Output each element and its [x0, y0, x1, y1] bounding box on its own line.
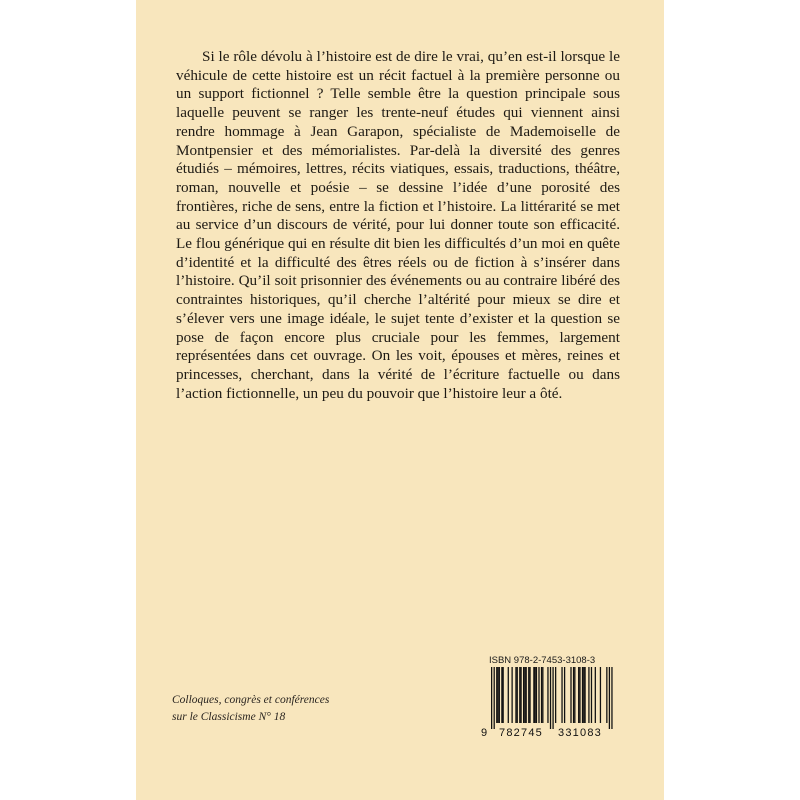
barcode-bar — [570, 667, 571, 723]
isbn-label: ISBN 978-2-7453-3108-3 — [489, 655, 596, 666]
blurb-text: Si le rôle dévolu à l’histoire est de dire le vrai, qu’en est-il lorsque le véhicule de cette histoire est un récit factuel à la première personne ou un support fictionnel ? Telle semble être la question principale sous laquelle peuvent se ranger les trente-neuf études qui viennent ainsi rendre hommage à Jean Garapon, spécialiste de Mademoiselle de Montpensier et des mémorialistes. Par-delà la diversité des genres étudiés – mémoires, lettres, récits viatiques, essais, traductions, théâtre, roman, nouvelle et poésie – se dessine l’idée d’une porosité des frontières, riche de sens, entre la fiction et l’histoire. La littérarité se met au service d’un discours de vérité, pour lui donner toute son efficacité. Le flou générique qui en résulte dit bien les difficultés d’un moi en quête d’identité et la difficulté des êtres réels ou de fiction à s’insérer dans l’histoire. Qu’il soit prisonnier des événements ou au contraire libéré des contraintes historiques, qu’il cherche l’altérité pour mieux se dire et s’élever vers une image idéale, le sujet tente d’exister et la question se pose de façon encore plus cruciale pour les femmes, largement représentées dans cet ouvrage. On les voit, épouses et mères, reines et princesses, cherchant, dans la vérité de l’écriture factuelle ou dans l’action fictionnelle, un peu du pouvoir que l’histoire leur a ôté. — [176, 48, 620, 402]
barcode-bar — [535, 667, 536, 723]
barcode-digits-right: 331083 — [558, 727, 602, 739]
barcode-bar — [508, 667, 509, 723]
barcode-bar — [538, 667, 539, 723]
barcode-bar — [552, 667, 553, 729]
barcode-bar — [582, 667, 583, 723]
series-title: Colloques, congrès et conférences — [172, 694, 330, 706]
series-number: sur le Classicisme N° 18 — [172, 711, 286, 723]
barcode-bar — [533, 667, 534, 723]
barcode-bar — [600, 667, 601, 723]
barcode-bar — [584, 667, 585, 723]
barcode-bar — [515, 667, 516, 723]
back-cover — [136, 0, 664, 800]
barcode-bar — [496, 667, 497, 723]
barcode-bar — [550, 667, 551, 729]
series-info — [172, 692, 392, 726]
barcode-bar — [511, 667, 512, 723]
barcode-bar — [588, 667, 589, 723]
barcode-bar — [578, 667, 579, 723]
barcode-bar — [561, 667, 562, 723]
barcode-bar — [555, 667, 556, 723]
barcode-digit-first: 9 — [481, 727, 488, 739]
barcode-bar — [542, 667, 543, 723]
barcode-bar — [573, 667, 574, 723]
barcode-bar — [595, 667, 596, 723]
barcode-digits-left: 782745 — [499, 727, 543, 739]
barcode-bar — [499, 667, 500, 723]
barcode-bar — [574, 667, 575, 723]
barcode-bar — [523, 667, 524, 723]
barcode-bar — [591, 667, 592, 723]
barcode-bar — [497, 667, 498, 723]
barcode-bar — [519, 667, 520, 723]
barcode-bar — [524, 667, 525, 723]
barcode-bar — [501, 667, 502, 723]
barcode-bar — [611, 667, 612, 729]
barcode-bar — [564, 667, 565, 723]
isbn-barcode — [479, 655, 619, 739]
barcode-bar — [529, 667, 530, 723]
barcode-bar — [494, 667, 495, 729]
barcode-bar — [536, 667, 537, 723]
barcode-bar — [503, 667, 504, 723]
barcode-bar — [520, 667, 521, 723]
barcode-bar — [491, 667, 492, 729]
barcode-bar — [541, 667, 542, 723]
barcode-bar — [517, 667, 518, 723]
barcode-bar — [526, 667, 527, 723]
barcode-bar — [579, 667, 580, 723]
barcode-bar — [609, 667, 610, 729]
barcode-bar — [547, 667, 548, 723]
barcode-image — [479, 667, 619, 739]
barcode-bar — [528, 667, 529, 723]
barcode-bar — [606, 667, 607, 723]
barcode-bar — [583, 667, 584, 723]
